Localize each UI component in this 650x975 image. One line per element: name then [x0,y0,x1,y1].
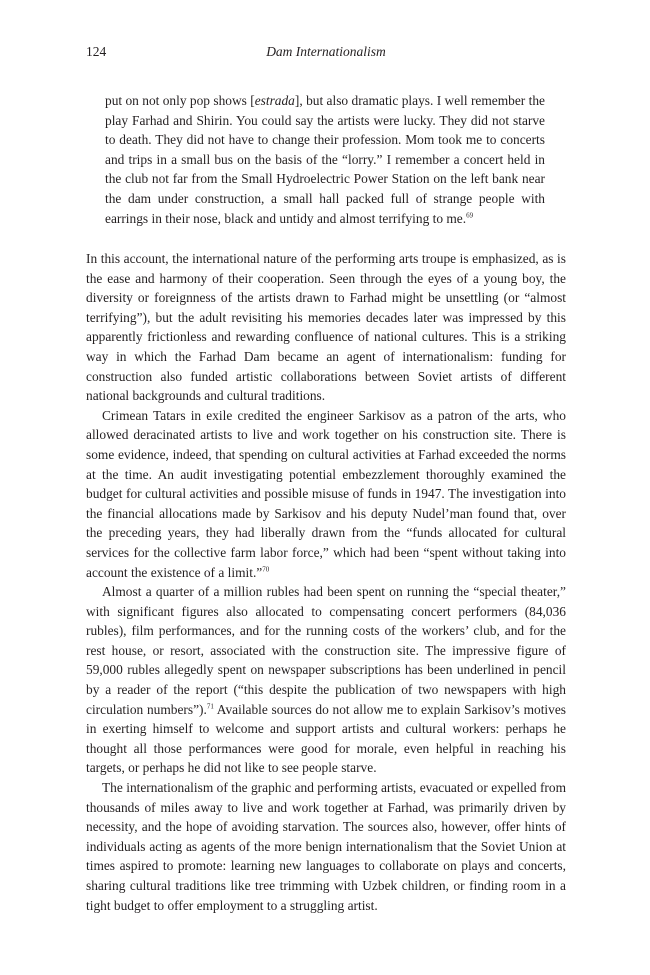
paragraph-3 [86,582,566,778]
page-number: 124 [86,44,107,59]
paragraph-1-text: In this account, the international nature of the performing arts troupe is emphasized, as is the ease and harmony of their cooperation. Seen through the eyes of a young boy, the diversity or foreignness of the artists drawn to Farhad might be unsettling (or “almost terrifying”), but the adult revisiting his memories decades later was impressed by this apparently frictionless and rewarding confluence of national cultures. This is a striking way in which the Farhad Dam became an agent of internationalism: funding for construction also funded artistic collaborations between Soviet artists of different national backgrounds and cultural traditions. [86,251,566,404]
footnote-ref-71: 71 [206,702,214,711]
paragraph-1 [86,249,566,406]
block-quote [105,91,545,228]
paragraph-4 [86,778,566,915]
paragraph-4-text: The internationalism of the graphic and performing artists, evacuated or expelled from thousands of miles away to live and work together at Farhad, was primarily driven by necessity, and the hope of avoiding starvation. The sources also, however, offer hints of individuals acting as agents of the more benign internationalism that the Soviet Union at times aspired to promote: learning new languages to collaborate on plays and concerts, sharing cultural traditions like tree trimming with Uzbek children, or finding room in a tight budget to offer employment to a struggling artist. [86,780,566,913]
quote-text-rest: ], but also dramatic plays. I well remember the play Farhad and Shirin. You could say the artists were lucky. They did not starve to death. They did not have to change their profession. Mom took me to concerts and trips in a small bus on the basis of the “lorry.” I remember a concert held in the club not far from the Small Hydroelectric Power Station on the left bank near the dam under construction, a small hall packed full of strange people with earrings in their nose, black and untidy and almost terrifying to me. [105,93,545,226]
paragraph-2-text: Crimean Tatars in exile credited the engineer Sarkisov as a patron of the arts, who allowed deracinated artists to live and work together on his construction site. There is some evidence, indeed, that spending on cultural activities at Farhad exceeded the norms at the time. An audit investigating potential embezzlement thoroughly examined the budget for cultural activities and possible misuse of funds in 1947. The investigation into the financial allocations made by Sarkisov and his deputy Nudel’man found that, over the preceding years, they had liberally drawn from the “funds allocated for cultural services for the collective farm labor force,” which had been “spent without taking into account the existence of a limit.” [86,407,566,580]
footnote-ref-70: 70 [262,565,270,574]
footnote-ref-69: 69 [466,211,474,220]
paragraph-3-text-b: Available sources do not allow me to explain Sarkisov’s motives in exerting himself to welcome and support artists and cultural workers: perhaps he thought all those performances were good for morale, even helpful in reaching his targets, or perhaps he did not like to see people starve. [86,701,566,776]
quote-text-start: put on not only pop shows [ [105,93,255,108]
paragraph-3-text-a: Almost a quarter of a million rubles had been spent on running the “special theater,” with significant figures also allocated to compensating concert performers (84,036 rubles), film performances, and for the running costs of the workers’ club, and for the rest house, or resort, associated with the construction site. The impressive figure of 59,000 rubles allegedly spent on newspaper subscriptions has been underlined in pencil by a reader of the report (“this despite the publication of two newspapers with high circulation numbers”). [86,584,566,717]
quote-italic-term: estrada [254,93,295,108]
running-header [86,44,566,62]
running-title: Dam Internationalism [266,44,386,59]
paragraph-2 [86,406,566,582]
body-text [86,249,566,915]
